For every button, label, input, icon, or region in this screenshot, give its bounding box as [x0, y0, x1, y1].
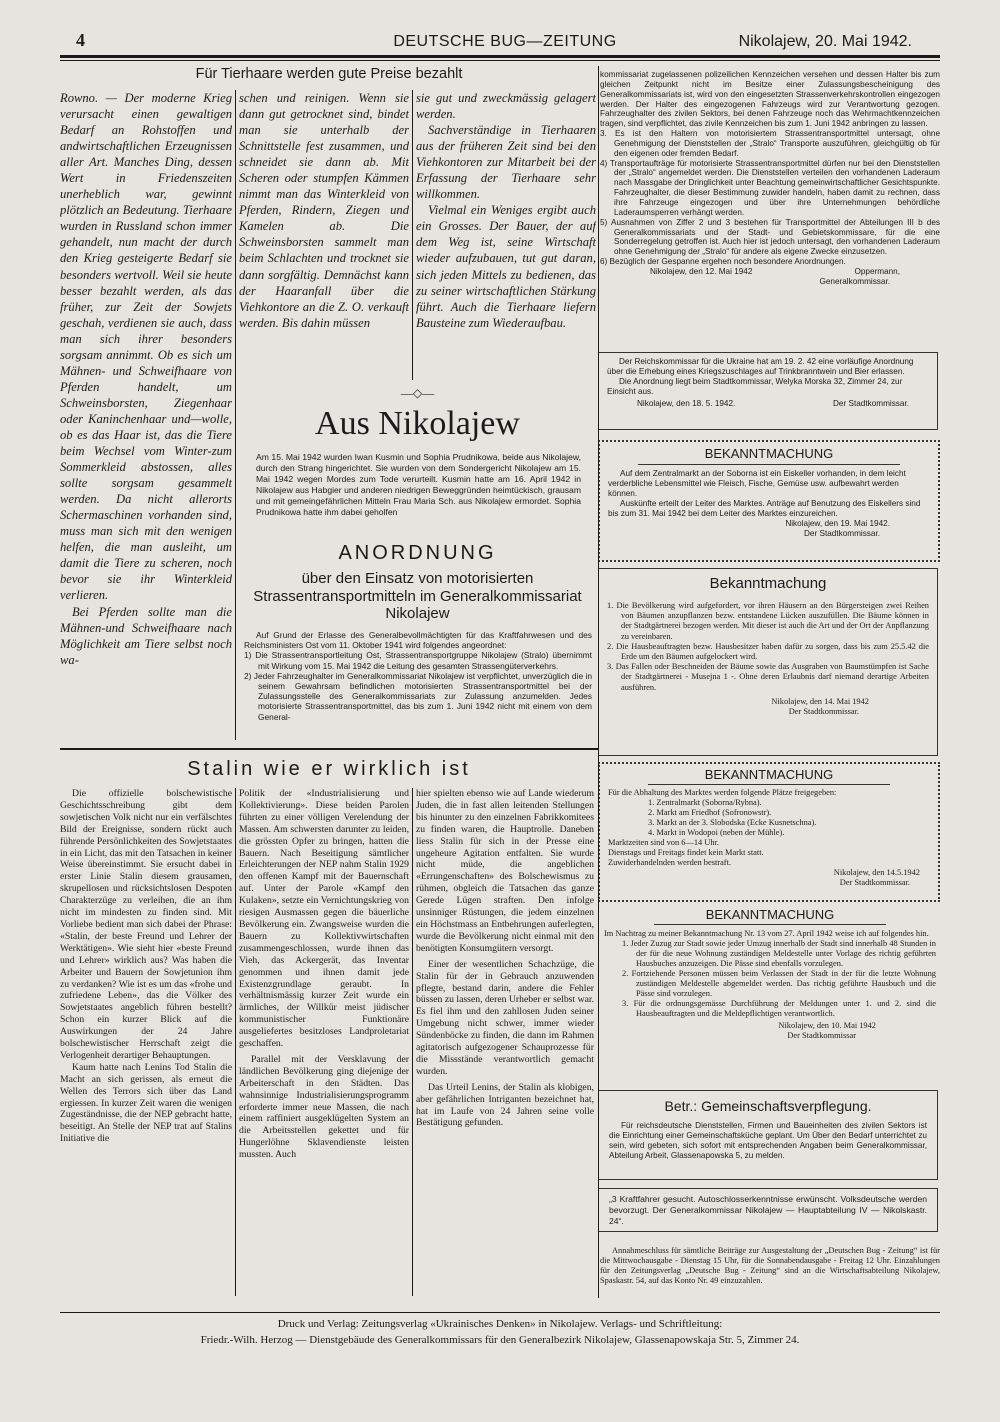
- tierhaare-col2: [239, 90, 409, 370]
- stalin-col3-text: hier spielten ebenso wie auf Lande wiederum Juden, die in fast allen leitenden Stellungen bis hinunter zu den einzelnen Fabrikkomitees zu finden waren, die Hauptrolle. Daneben liess Stalin für sich in der Presse eine ungeheure Agitation entfalten. Sie wurde nicht müde, die angeblichen «Errungenschaften» des Bolschewismus zu rühmen, obgleich die Tatsachen das ganze Gerede Lügen straften. Den infolge unsinniger Rüstungen, die jedem einzelnen ein Höchstmass an Entbehrungen auferlegten, wurde die Bevölkerung nicht einmal mit den benötigten Konsumgütern versorgt.: [416, 788, 594, 954]
- gemeinschaft-body: Für reichsdeutsche Dienststellen, Firmen und Baueinheiten des zivilen Sektors ist die Einrichtung einer Gemeinschaftsküche geplant. Um Über den Bedarf unterrichtet zu sein, wird gebeten, sich sofort mit entsprechenden Angaben beim Generalkommissar, Abteilung Arbeit, Glassenapowska 5, zu melden.: [609, 1121, 927, 1160]
- masthead-rule: [60, 55, 940, 58]
- footer-rule: [60, 1312, 940, 1313]
- bekanntmachung-eiskeller: [598, 440, 940, 562]
- anordnung-item3: 3. Es ist den Haltern von motorisiertem Strassentransportmittel untersagt, ohne Genehmigung der Dienststellen der „Stralo“ Transporte auszuführen, gleichgültig ob für den eigenen oder fremden Bedarf.: [600, 129, 940, 158]
- bek2-place-date: Nikolajew, den 14. Mai 1942: [771, 696, 869, 706]
- anordnung-item6: 6) Bezüglich der Gespanne ergehen noch besondere Anordnungen.: [600, 257, 846, 267]
- aus-nikolajew-title: Aus Nikolajew: [315, 405, 520, 442]
- tierhaare-col1b-text: Bei Pferden sollte man die Mähnen-und Schweifhaare nach Möglichkeit am Tiere selbst noch wa-: [60, 604, 232, 667]
- bek3-penalty: Zuwiderhandelnden werden bestraft.: [608, 858, 732, 867]
- bek4-place-date: Nikolajew, den 10. Mai 1942: [778, 1021, 876, 1030]
- tierhaare-col3b-text: Sachverständige in Tierhaaren aus der früheren Zeit sind bei den Viehkontoren zur Mitarbeit bei der Erfassung der Tierhaare sehr willkommen.: [416, 123, 596, 202]
- anordnung-signer-title: Generalkommissar.: [819, 276, 890, 286]
- anordnung-place-date: Nikolajew, den 12. Mai 1942: [650, 266, 753, 276]
- paper-name: DEUTSCHE BUG—ZEITUNG: [393, 33, 617, 50]
- anordnung-title: ANORDNUNG: [338, 542, 497, 564]
- anordnung-item5: 5) Ausnahmen von Ziffer 2 und 3 bestehen für Transportmittel der Abteilungen III b des Generalkommissariats und der Stadt- und Gebietskommissare, für die eine Sonderregelung getroffen ist. Auch hier ist jedoch untersagt, den vorhandenen Laderaum ohne Genehmigung der „Stralo“ für andere als eigene Zwecke einzusetzen.: [600, 217, 940, 257]
- anordnung-subtitle: über den Einsatz von motorisierten Strassentransportmitteln im Generalkommissariat Nikolajew: [253, 570, 582, 622]
- column-separator: [598, 66, 599, 1298]
- tierhaare-headline: Für Tierhaare werden gute Preise bezahlt: [195, 66, 463, 82]
- bek3-place-4: 4. Markt in Wodopoi (neben der Mühle).: [648, 828, 785, 837]
- stalin-col2b-text: Parallel mit der Versklavung der ländlichen Bevölkerung ging diejenige der Arbeiterschaft in den Städten. Das wahnsinnige Industrialisierungsprogramm erforderte immer neue Massen, die nach einem raffiniert ausgeklügelten System an die Arbeitsstellen gekettet und für Hungerlöhne Sklavendienste leisten mussten. Auch: [239, 1053, 409, 1161]
- annahmeschluss-text: Annahmeschluss für sämtliche Beiträge zur Ausgestaltung der „Deutschen Bug - Zeitung“ ist für die Mittwochausgabe - Dienstag 15 Uhr, für die Sonnabendausgabe - Freitag 12 Uhr. Einzahlungen für den Zeitungsverlag „Deutsche Bug - Zeitung“ sind an die Wirtschaftsabteilung Nikolajew, Spaskastr. 54, auf das Konto Nr. 49 einzuzahlen.: [600, 1246, 940, 1285]
- anordnung-item1: 1) Die Strassentransportleitung Ost, Strassentransportgruppe Nikolajew (Stralo) übernimmt mit Wirkung vom 15. Mai 1942 die Leitung des gesamten Strassengüterverkehrs.: [244, 650, 592, 671]
- bek4-intro: Im Nachtrag zu meiner Bekanntmachung Nr. 13 vom 27. April 1942 weise ich auf folgendes hin.: [604, 929, 929, 938]
- bek1-place-date: Nikolajew, den 19. Mai 1942.: [785, 519, 890, 528]
- bek2-item2: 2. Die Hausbeauftragten bezw. Hausbesitzer haben dafür zu sorgen, dass bis zum 25.5.42 die Erde um den Bäumen aufgelockert wird.: [607, 641, 929, 662]
- bek2-item3: 3. Das Fallen oder Beschneiden der Bäume sowie das Ausgraben von Baumstümpfen ist Sache der Stadtgärtnerei - Musejna 1 -. Ohne deren Erlaubnis darf niemand derartige Arbeiten ausführen.: [607, 662, 929, 692]
- stalin-col1: [60, 788, 232, 1296]
- aus-nikolajew-divider: —◇—: [400, 386, 435, 400]
- bek1-signer: Der Stadtkommissar.: [804, 529, 880, 538]
- footer-line-2: Friedr.-Wilh. Herzog — Dienstgebäude des Generalkommissars für den Generalbezirk Nikolajew, Glassenapowskaja Str. 5, Zimmer 24.: [200, 1334, 800, 1346]
- bek2-item1: 1. Die Bevölkerung wird aufgefordert, vor ihren Häusern an den Bürgersteigen zwei Reihen von Bäumen anzupflanzen bezw. entstandene Lücken auszufüllen. Die Bäume können in der Stadtgärtnerei bezogen werden. Mit dieser ist auch die Art und der Ort der Anpflanzung zu vereinbaren.: [607, 601, 929, 641]
- bekanntmachung-markt: [598, 762, 940, 902]
- reichskommissar-notice: [598, 352, 938, 430]
- bek4-signer: Der Stadtkommissar: [787, 1031, 856, 1040]
- aus-nikolajew-body: Am 15. Mai 1942 wurden Iwan Kusmin und Sophia Prudnikowa, beide aus Nikolajew, durch den Strang hingerichtet. Sie wurden von dem Sondergericht Nikolajew am 15. Mai 1942 wegen Mordes zum Tode verurteilt. Kusmin hatte am 16. April 1942 in Nikolajew aus Habgier und anderen niedrigen Beweggründen heimtückisch, grausam und mit gemeingefährlichen Mitteln Frau Maria Sch. aus Nikolajew ermordet. Sophia Prudnikowa hatte ihm dabei geholfen: [256, 452, 581, 517]
- bek1-title: BEKANNTMACHUNG: [638, 444, 900, 465]
- bek3-days: Dienstags und Freitags findet kein Markt statt.: [608, 848, 764, 857]
- bek1-body: Auf dem Zentralmarkt an der Soborna ist ein Eiskeller vorhanden, in dem leicht verderbliche Lebensmittel wie Fleisch, Fische, Gemüse usw. aufbewahrt werden können.: [608, 469, 906, 498]
- reichskommissar-text2: Die Anordnung liegt beim Stadtkommissar, Welyka Morska 32, Zimmer 24, zur Einsicht aus.: [607, 377, 903, 396]
- kraftfahrer-ad: [598, 1188, 938, 1232]
- bek3-intro: Für die Abhaltung des Marktes werden folgende Plätze freigegeben:: [608, 788, 837, 797]
- tierhaare-col1: [60, 90, 232, 738]
- stalin-col1-text: Die offizielle bolschewistische Geschichtsschreibung gibt dem sowjetischen Volk nicht nur ein verfälschtes Bild der Ereignisse, sondern rückt auch führende Persönlichkeiten des Sowjetstaates in ein Licht, das mit den Tatsachen in keiner Weise übereinstimmt. Sie ersucht dabei in erster Linie Stalin diesem grausamen, skrupellosen und rücksichtslosen Despoten Charakterzüge zu verleihen, die an ihm nicht im mindesten zu finden sind. Mit Vorliebe bedient man sich dabei der Phrase: «Stalin, der beste Freund und Lehrer der Werktätigen». Wie sieht hier «beste Freund und Lehrer» wirklich aus? Was haben die Arbeiter und Bauern der Sowjetunion ihm zu verdanken? Wie ist es um das «frohe und zufriedene Leben», das die Völker des Sowjetstaates angeblich führen bestellt? Schon ein kurzer Blick auf die Auswirkungen der 24 Jahre bolschewistischer Herrschaft zeigt die Verlogenheit derartiger Behauptungen.: [60, 788, 232, 1061]
- bek4-item3: 3. Für die ordnungsgemässe Durchführung der Meldungen unter 1. und 2. sind die Hausbeauftragten und die Meldepflichtigen verantwortlich.: [622, 999, 936, 1018]
- anordnung-intro: Auf Grund der Erlasse des Generalbevollmächtigten für das Kraftfahrwesen und des Reichsministers Ost vom 11. Oktober 1941 wird folgendes angeordnet:: [244, 630, 592, 651]
- stalin-col3: [416, 788, 594, 1296]
- anordnung-item2: 2) Jeder Fahrzeughalter im Generalkommissariat Nikolajew ist verpflichtet, unverzüglich die in seinem Gewahrsam befindlichen motorisierten Strassentransportmittel bei der Zulassungsstelle des Generalkommissariats zur Zulassung anzumelden. Jedes motorisierte Strassentransportmittel, das bis zum 1. Juni 1942 nicht mit einem von dem General-: [244, 670, 592, 722]
- col-rule: [235, 788, 236, 1296]
- bek3-place-2: 2. Markt am Friedhof (Sofronowstr).: [648, 808, 772, 817]
- bek4-item2: 2. Fortziehende Personen müssen beim Verlassen der Stadt in der für die letzte Wohnung zuständigen Meldestelle abgemeldet werden. Das richtig geführte Hausbuch und die Pässe sind vorzulegen.: [622, 969, 936, 998]
- anordnung-signer: Oppermann,: [854, 266, 900, 276]
- page-number: 4: [76, 30, 85, 50]
- col-rule: [412, 90, 413, 380]
- stalin-col3b-text: Einer der wesentlichen Schachzüge, die Stalin für der in Gebrauch anzuwenden pflegte, bestand darin, andere die Fehler büssen zu lassen, deren Urheber er selbst war. Es fiel ihm und den zahllosen Juden seiner Umgebung nicht schwer, immer wieder Sündenböcke zu finden, die dann im Rahmen agitatorisch aufgezogener Schauprozesse für die Missstände verantwortlich gemacht wurden.: [416, 958, 594, 1077]
- tierhaare-col3c-text: Vielmal ein Weniges ergibt auch ein Grosses. Der Bauer, der auf dem Weg ist, seine Wirtschaft wieder aufzubauen, tut gut daran, sich jeden Mittels zu bedienen, das zu seiner wirtschaftlichen Stärkung führt. Auch die Tierhaare liefern Bausteine zum Wiederaufbau.: [416, 203, 596, 330]
- dateline: Nikolajew, 20. Mai 1942.: [738, 33, 912, 50]
- col-rule: [412, 788, 413, 1296]
- bek4-title: BEKANNTMACHUNG: [654, 906, 886, 925]
- annahmeschluss-notice: [600, 1246, 940, 1296]
- col-rule: [235, 90, 236, 740]
- footer-line-1: Druck und Verlag: Zeitungsverlag «Ukrainisches Denken» in Nikolajew. Verlags- und Schriftleitung:: [277, 1318, 723, 1330]
- bek3-place-3: 3. Markt an der 3. Slobodska (Ecke Kusnetschna).: [648, 818, 817, 827]
- bek2-title: Bekanntmachung: [709, 575, 827, 592]
- tierhaare-col3-text: sie gut und zweckmässig gelagert werden.: [416, 91, 596, 122]
- anordnung-item4: 4) Transportaufträge für motorisierte Strassentransportmittel dürfen nur bei den Dienststellen der „Stralo“ angemeldet werden. Die Dienststellen verteilen den vorhandenen Laderaum nach Massgabe der Dringlichkeit unter Beachtung gemeinwirtschaftlicher Gesichtspunkte. Fahrzeughalter, die dieser Bestimmung zuwider handeln, haben damit zu rechnen, dass ihre Fahrzeuge eingezogen und über ihre Unternehmungen behördliche Laderaumsperren verhängt werden.: [600, 158, 940, 217]
- anordnung-cont-text: kommissariat zugelassenen polizeilichen Kennzeichen versehen und dessen Halter bis zum gleichen Zeitpunkt nicht im Besitze einer Zulassungsbescheinigung des Generalkommissariats ist, wird von den eingesetzten Strassenverkehrskontrollen eingezogen werden. Der Halter des eingezogenen Fahrzeugs wird zur Verantwortung gezogen. Fahrzeughalter des zivilen Sektors, bei denen Fahrzeuge noch das Wehrmachtkennzeichen tragen, sind verpflichtet, das zivile Kennzeichen bis zum 1. Juni 1942 anbringen zu lassen.: [600, 70, 940, 129]
- gemeinschaft-title: Betr.: Gemeinschaftsverpflegung.: [664, 1098, 872, 1114]
- bek3-title: BEKANNTMACHUNG: [648, 766, 890, 785]
- stalin-col2: [239, 788, 409, 1296]
- stalin-headline: Stalin wie er wirklich ist: [187, 758, 471, 780]
- reichskommissar-place-date: Nikolajew, den 18. 5. 1942.: [637, 399, 736, 408]
- stalin-col2-text: Politik der «Industrialisierung und Kollektivierung». Diese beiden Parolen führten zu einer völligen Verelendung der Massen. Am schwersten darunter zu leiden, die grössten Opfer zu bringen, hatten die Bauern. Nach Beseitigung sämtlicher Erleichterungen der NEP nahm Stalin 1929 den offenen Kampf mit der Bauernschaft auf. Unter der Parole «Kampf den Kulaken», setzte ein Vernichtungskrieg von riesigen Ausmassen gegen die bäuerliche Bevölkerung ein. Zwangsweise wurden die Bauern zu Kollektivwirtschaften zusammengeschlossen, wurde ihnen das Vieh, das Ackergerät, das Inventar genommen und ihnen damit jede Existenzgrundlage geraubt. In verhältnismässig kurzer Zeit wurde ein ärmliches, der Willkür meist jüdischer kommunistischer Funktionäre ausgeliefertes besitzloses Landproletariat geschaffen.: [239, 788, 409, 1050]
- bek4-item1: 1. Jeder Zuzug zur Stadt sowie jeder Umzug innerhalb der Stadt sind innerhalb 48 Stunden in der für die neue Wohnung zuständigen Meldestelle unter Vorlage des richtig geführten Hausbuches anzuzeigen. Die Pässe sind ebenfalls vorzulegen.: [622, 939, 936, 968]
- bekanntmachung-baeume: [598, 568, 938, 756]
- section-rule: [60, 748, 598, 750]
- bek2-signer: Der Stadtkommissar.: [788, 707, 859, 717]
- reichskommissar-signer: Der Stadtkommissar.: [833, 399, 909, 408]
- tierhaare-col1-text: Rowno. — Der moderne Krieg verursacht einen gewaltigen Bedarf an Rohstoffen und andwirtschaftlichen Erzeugnissen aller Art. Manches Ding, dessen Wert in Friedenszeiten unerheblich war, gewinnt plötzlich an Bedeutung. Tierhaare wurden in Russland schon immer gehandelt, nun macht der durch den Krieg gesteigerte Bedarf sie besonders wertvoll. Weil sie heute besser bezahlt werden, als das früher, zur Zeit der Sowjets geschah, verdienen sie auch, dass man sich ihrer besonders sorgsam annimmt. Ob es sich um Mähnen- und Schweifhaare von Pferden handelt, um Schweinsborsten, Ziegenhaar oder Kaninchenhaar und—wolle, ob es das Haar ist, das die Tiere beim Wechsel vom Winter-zum Sommerkleid abstossen, alles sollte sorgsam gesammelt werden. Da nicht allerorts Schermaschinen vorhanden sind, muss man sich mit den wenigen helfen, die man ausleiht, um damit die Tiere zu scheren, noch bevor sie ihr Winterkleid verlieren.: [60, 91, 232, 603]
- bek3-place-date: Nikolajew, den 14.5.1942: [833, 868, 920, 877]
- reichskommissar-text1: Der Reichskommissar für die Ukraine hat am 19. 2. 42 eine vorläufige Anordnung über die Erhebung eines Kriegszuschlages auf Trinkbranntwein und Bier erlassen.: [607, 357, 914, 376]
- tierhaare-col3: [416, 90, 596, 390]
- bek3-place-1: 1. Zentralmarkt (Soborna/Rybna).: [648, 798, 762, 807]
- bek1-body2: Auskünfte erteilt der Leiter des Marktes. Anträge auf Benutzung des Eiskellers sind bis zum 31. Mai 1942 bei dem Leiter des Marktes einzureichen.: [608, 499, 921, 518]
- bekanntmachung-meldung: [600, 906, 940, 1084]
- anordnung-body: [244, 630, 592, 742]
- gemeinschaftsverpflegung-notice: [598, 1090, 938, 1180]
- bek3-hours: Marktzeiten sind von 6—14 Uhr.: [608, 838, 719, 847]
- stalin-col1b-text: Kaum hatte nach Lenins Tod Stalin die Macht an sich gerissen, als erneut die Wellen des Terrors sich über das Land ergiessen. In kurzer Zeit waren die wenigen Zugeständnisse, die der NEP gebracht hatte, beseitigt. An Stelle der NEP trat auf Stalins Initiative die: [60, 1061, 232, 1145]
- tierhaare-col2-text: schen und reinigen. Wenn sie dann gut getrocknet sind, bindet man sie unterhalb der Schnittstelle fest zusammen, und schneidet sie dann ab. Mit Scheren oder stumpfen Kämmen nimmt man das Winterkleid von Pferden, Rindern, Ziegen und Kamelen ab. Die Schweinsborsten sammelt man beim Schlachten und trocknet sie dann sorgfältig. Demnächst kann der Haaranfall über die Viehkontore an die Z. O. verkauft werden. Bis dahin müssen: [239, 91, 409, 330]
- anordnung-cont: [600, 70, 940, 332]
- stalin-col3c-text: Das Urteil Lenins, der Stalin als klobigen, aber gefährlichen Intriganten bezeichnet hat, hat im Laufe von 24 Jahren seine volle Bestätigung gefunden.: [416, 1081, 594, 1129]
- masthead-rule-thin: [60, 60, 940, 61]
- kraftfahrer-text: „3 Kraftfahrer gesucht. Autoschlosserkenntnisse erwünscht. Volksdeutsche werden bevorzugt. Der Generalkommissar Nikolajew — Hauptabteilung IV — Nikolskastr. 24“.: [609, 1194, 927, 1226]
- bek3-signer: Der Stadtkommissar.: [839, 878, 910, 887]
